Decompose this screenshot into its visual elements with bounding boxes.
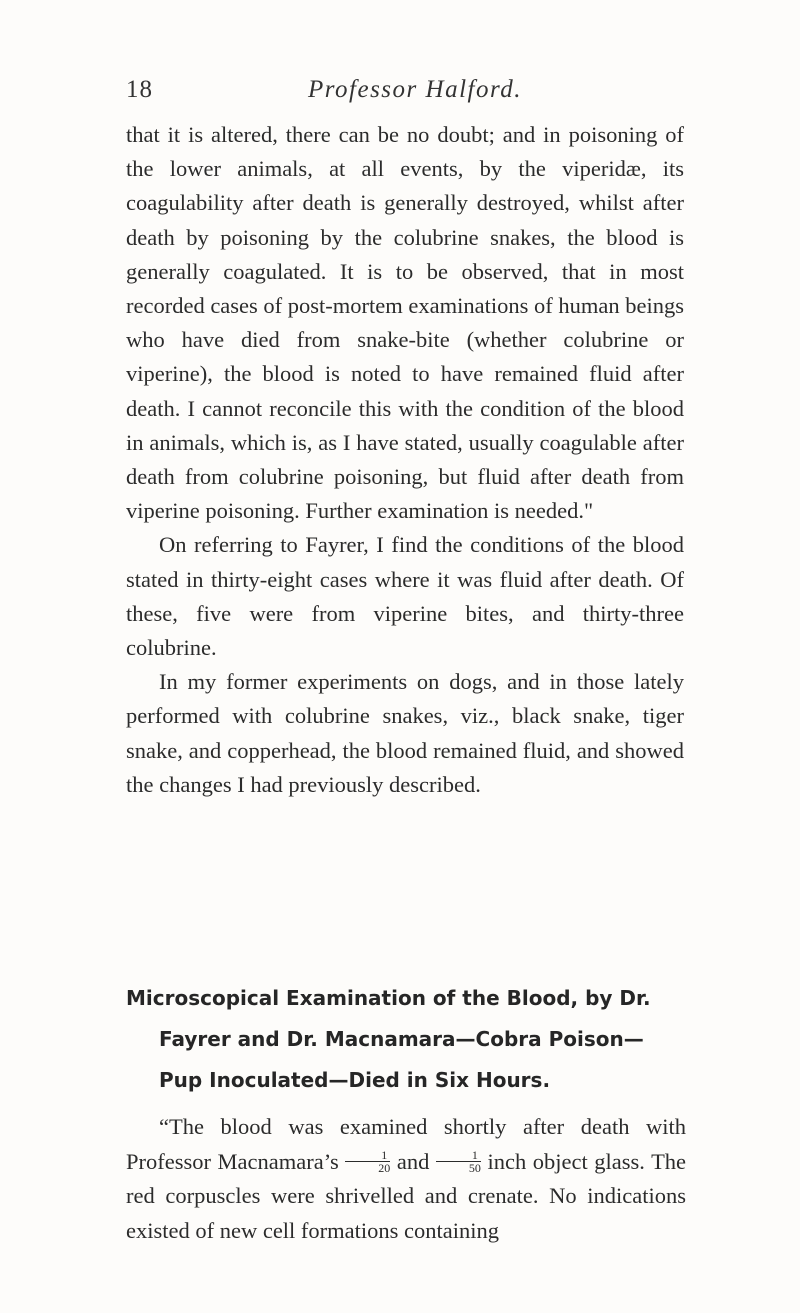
text-run: inch object glass. The red corpuscles were shrivelled and crenate. No indications existed of new cell formations containing — [126, 1148, 687, 1243]
section-heading-line: Pup Inoculated—Died in Six Hours. — [159, 1068, 551, 1092]
paragraph: In my former experiments on dogs, and in those lately performed with colubrine snakes, viz., black snake, tiger snake, and copperhead, the blood remained fluid, and showed the changes I had previously described. — [126, 669, 684, 797]
running-title: Professor Halford. — [307, 76, 523, 103]
fraction — [345, 1149, 390, 1174]
fraction-numerator: 1 — [345, 1149, 390, 1162]
paragraph: that it is altered, there can be no doubt; and in poisoning of the lower animals, at all events, by the viperidæ, its coagulability after death is generally destroyed, whilst after death by poisoning by the colubrine snakes, the blood is generally coagulated. It is to be observed, that in most recorded cases of post-mortem examinations of human beings who have died from snake-bite (whether colubrine or viperine), the blood is noted to have remained fluid after death. I cannot reconcile this with the condition of the blood in animals, which is, as I have stated, usually coagulable after death from colubrine poisoning, but fluid after death from viperine poisoning. Further examination is needed." — [126, 122, 684, 524]
fraction-numerator: 1 — [436, 1149, 481, 1162]
fraction-denominator: 20 — [378, 1160, 391, 1175]
paragraph: On referring to Fayrer, I find the conditions of the blood stated in thirty-eight cases where it was fluid after death. Of these, five were from viperine bites, and thirty-three colubrine. — [126, 532, 684, 661]
section-heading-line: Fayrer and Dr. Macnamara—Cobra Poison— — [159, 1027, 644, 1051]
text-run: “The blood was examined shortly after death with Professor Macnamara’s — [126, 1114, 686, 1174]
section-heading — [126, 978, 686, 1101]
page-header — [0, 76, 800, 116]
quoted-paragraph — [126, 1110, 686, 1248]
paragraph — [126, 1110, 686, 1248]
text-run: and — [396, 1148, 430, 1174]
page-number: 18 — [126, 76, 153, 103]
fraction-denominator: 50 — [468, 1160, 481, 1175]
fraction — [436, 1149, 481, 1174]
body-text — [126, 118, 684, 802]
section-heading-line: Microscopical Examination of the Blood, by Dr. — [126, 986, 651, 1010]
